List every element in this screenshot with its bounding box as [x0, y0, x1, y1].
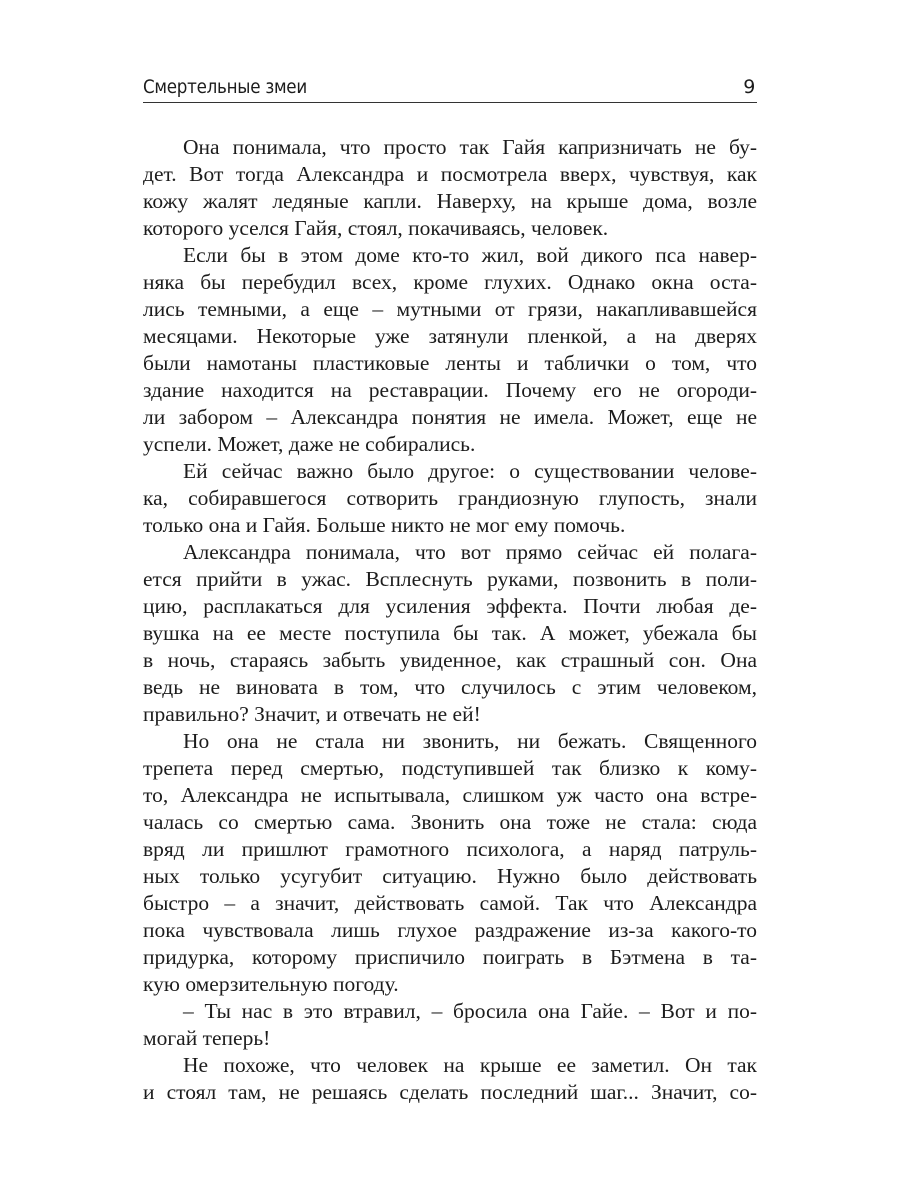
text-line: Александра понимала, что вот прямо сейчас ей полага-: [183, 540, 757, 564]
text-line: Она понимала, что просто так Гайя капризничать не бу-: [183, 135, 757, 159]
text-line: правильно? Значит, и отвечать не ей!: [143, 702, 481, 726]
text-line: которого уселся Гайя, стоял, покачиваясь, человек.: [143, 216, 609, 240]
text-line: Ей сейчас важно было другое: о существовании челове-: [183, 459, 757, 483]
text-line: няка бы перебудил всех, кроме глухих. Однако окна оста-: [143, 270, 757, 294]
text-line: Если бы в этом доме кто-то жил, вой дикого пса навер-: [183, 243, 757, 267]
text-line: здание находится на реставрации. Почему его не огороди-: [143, 378, 757, 402]
text-line: только она и Гайя. Больше никто не мог ему помочь.: [143, 513, 626, 537]
text-line: успели. Может, даже не собирались.: [143, 432, 476, 456]
running-header: [143, 74, 757, 103]
text-line: ется прийти в ужас. Всплеснуть руками, позвонить в поли-: [143, 567, 757, 591]
text-line: пока чувствовала лишь глухое раздражение из-за какого-то: [143, 918, 757, 942]
text-line: чалась со смертью сама. Звонить она тоже не стала: сюда: [143, 810, 757, 834]
text-line: быстро – а значит, действовать самой. Так что Александра: [143, 891, 757, 915]
text-line: ка, собиравшегося сотворить грандиозную глупость, знали: [143, 486, 757, 510]
text-line: трепета перед смертью, подступившей так близко к кому-: [143, 756, 757, 780]
text-line: то, Александра не испытывала, слишком уж часто она встре-: [143, 783, 757, 807]
text-line: Не похоже, что человек на крыше ее заметил. Он так: [183, 1053, 757, 1077]
text-line: ли забором – Александра понятия не имела. Может, еще не: [143, 405, 757, 429]
running-title: Смертельные змеи: [143, 76, 307, 98]
text-line: дет. Вот тогда Александра и посмотрела вверх, чувствуя, как: [143, 162, 757, 186]
text-line: месяцами. Некоторые уже затянули пленкой, а на дверях: [143, 324, 757, 348]
text-line: ведь не виновата в том, что случилось с этим человеком,: [143, 675, 757, 699]
text-line: придурка, которому приспичило поиграть в Бэтмена в та-: [143, 945, 757, 969]
text-line: – Ты нас в это втравил, – бросила она Гайе. – Вот и по-: [183, 999, 757, 1023]
text-line: в ночь, стараясь забыть увиденное, как страшный сон. Она: [143, 648, 757, 672]
text-line: цию, расплакаться для усиления эффекта. Почти любая де-: [143, 594, 757, 618]
text-line: лись темными, а еще – мутными от грязи, накапливавшейся: [143, 297, 757, 321]
text-line: вушка на ее месте поступила бы так. А может, убежала бы: [143, 621, 757, 645]
page-number: 9: [743, 76, 755, 98]
text-line: ных только усугубит ситуацию. Нужно было действовать: [143, 864, 757, 888]
text-line: Но она не стала ни звонить, ни бежать. Священного: [183, 729, 757, 753]
page-body-text: [143, 134, 757, 1106]
text-line: вряд ли пришлют грамотного психолога, а наряд патруль-: [143, 837, 757, 861]
text-line: могай теперь!: [143, 1026, 271, 1050]
text-line: кожу жалят ледяные капли. Наверху, на крыше дома, возле: [143, 189, 757, 213]
text-line: кую омерзительную погоду.: [143, 972, 399, 996]
text-line: и стоял там, не решаясь сделать последний шаг... Значит, со-: [143, 1080, 757, 1104]
text-line: были намотаны пластиковые ленты и таблички о том, что: [143, 351, 757, 375]
